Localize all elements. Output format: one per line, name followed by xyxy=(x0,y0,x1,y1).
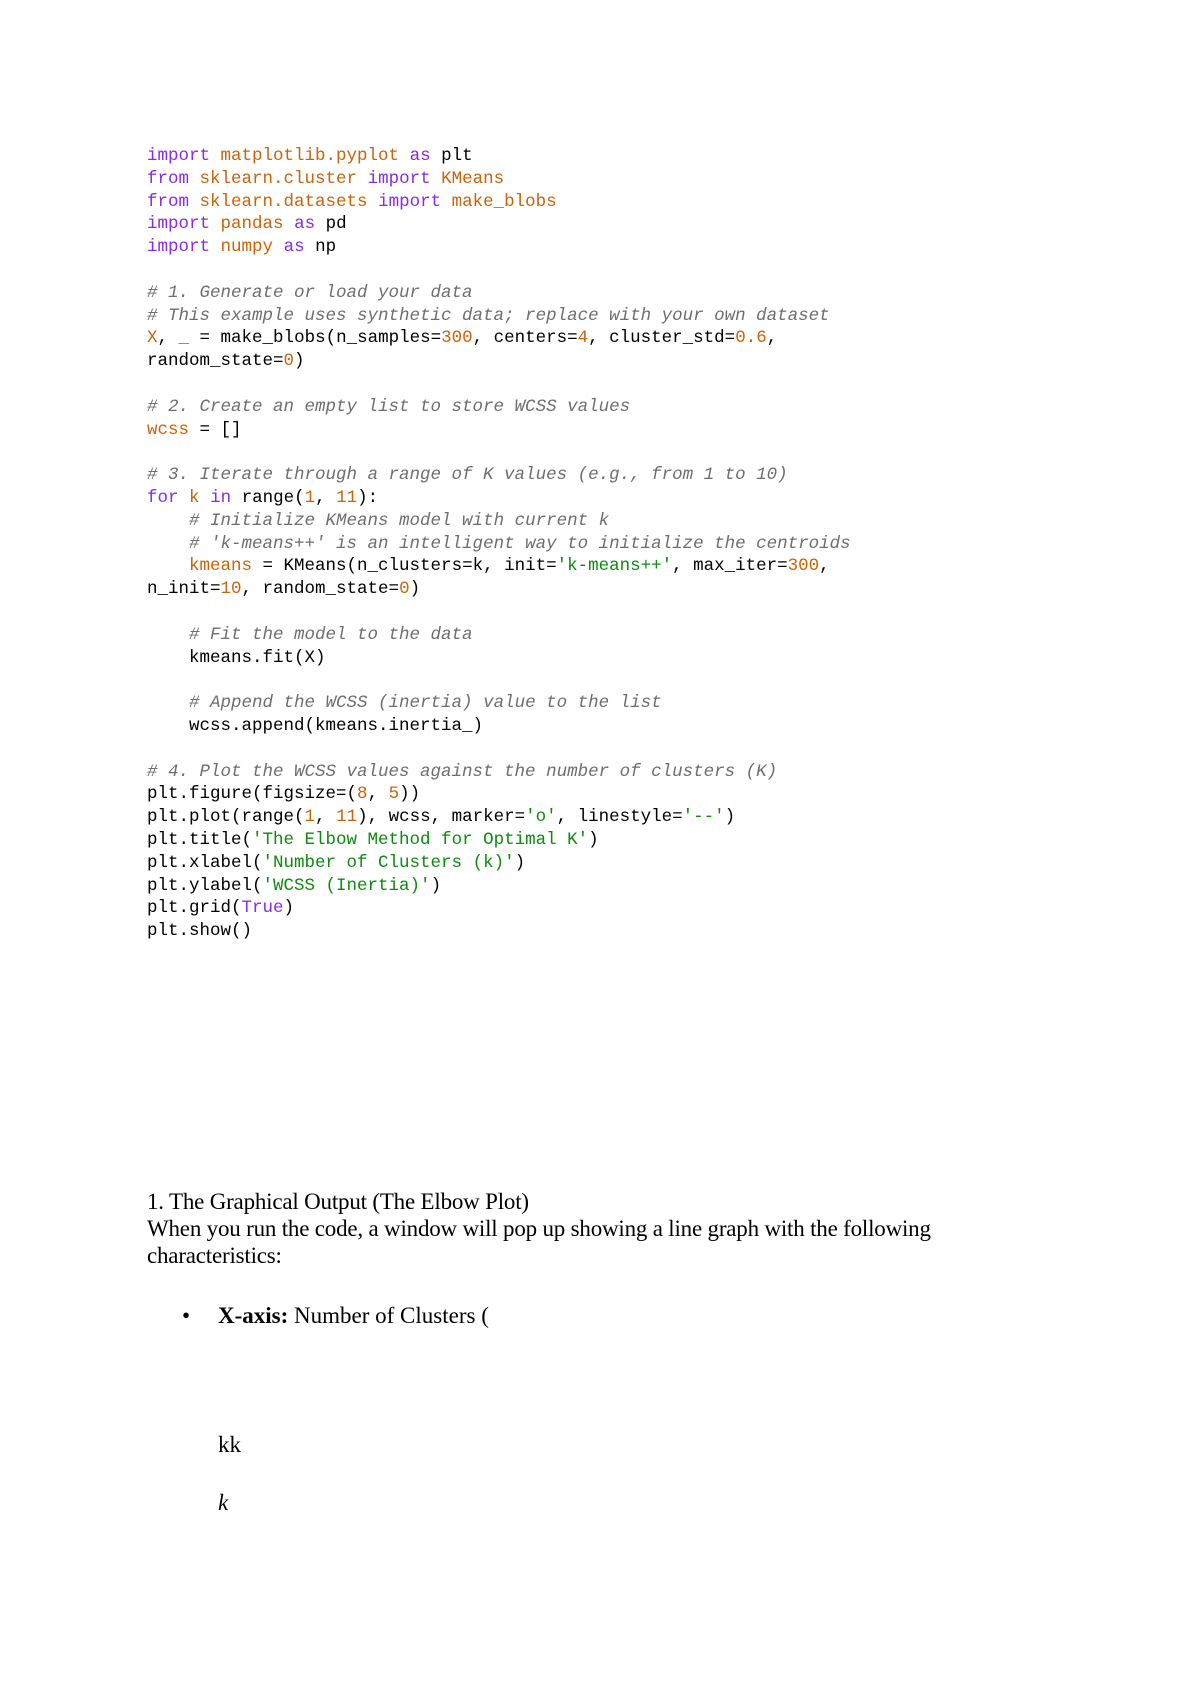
code-token: , xyxy=(157,328,179,349)
code-token: n_init= xyxy=(147,579,221,600)
code-line xyxy=(147,875,1107,898)
code-token: # 'k-means++' is an intelligent way to initialize the centroids xyxy=(189,533,851,554)
code-token: ), wcss, marker= xyxy=(357,807,526,828)
code-line xyxy=(147,738,1107,761)
code-line xyxy=(147,555,1107,578)
code-line xyxy=(147,396,1107,419)
code-line xyxy=(147,487,1107,510)
code-token xyxy=(147,625,189,645)
code-token: import xyxy=(147,214,211,235)
code-token: , xyxy=(819,556,830,577)
code-token xyxy=(431,169,442,189)
code-token: 4 xyxy=(577,328,589,349)
code-token: , cluster_std= xyxy=(588,328,736,349)
code-token: matplotlib.pyplot xyxy=(220,146,400,166)
code-token xyxy=(399,146,410,166)
code-token: pd xyxy=(315,214,347,235)
code-token: 'Number of Clusters (k)' xyxy=(262,852,515,873)
code-token: 300 xyxy=(441,328,473,349)
code-token: 'o' xyxy=(525,807,557,828)
code-token: 1 xyxy=(304,487,316,508)
code-token: for xyxy=(147,487,179,508)
code-token: np xyxy=(304,237,337,258)
code-token: # 2. Create an empty list to store WCSS values xyxy=(147,396,631,417)
code-token: plt xyxy=(430,146,473,166)
code-token: , max_iter= xyxy=(672,556,788,577)
code-line xyxy=(147,783,1107,806)
code-token: # Append the WCSS (inertia) value to the list xyxy=(189,693,662,714)
math-fragment-k: k xyxy=(218,1490,229,1515)
code-token: , linestyle= xyxy=(556,807,683,828)
code-token: , xyxy=(367,784,389,805)
code-line xyxy=(147,829,1107,852)
code-line xyxy=(147,168,1107,191)
code-line xyxy=(147,920,1107,943)
code-token: 11 xyxy=(336,807,358,828)
code-line xyxy=(147,236,1107,259)
section-heading: 1. The Graphical Output (The Elbow Plot) xyxy=(147,1189,529,1214)
code-token: as xyxy=(283,237,305,258)
code-line xyxy=(147,806,1107,829)
code-line xyxy=(147,715,1107,738)
code-token xyxy=(210,237,221,257)
intro-paragraph: When you run the code, a window will pop up showing a line graph with the following characteristics: xyxy=(147,1216,931,1268)
code-token xyxy=(357,169,368,189)
code-token xyxy=(210,214,221,234)
code-token: # This example uses synthetic data; replace with your own dataset xyxy=(147,305,830,326)
code-token xyxy=(147,511,189,531)
code-token: from xyxy=(147,191,190,212)
code-token: plt.plot(range( xyxy=(147,807,305,828)
code-token: make_blobs xyxy=(451,191,557,212)
code-token: ): xyxy=(357,487,379,508)
code-line xyxy=(147,761,1107,784)
code-token: ) xyxy=(294,351,305,372)
code-line xyxy=(147,510,1107,533)
bullet-text: Number of Clusters ( xyxy=(288,1303,489,1328)
code-token xyxy=(147,556,189,576)
code-token: ) xyxy=(724,807,736,828)
code-token: kmeans xyxy=(189,556,253,577)
code-token: ) xyxy=(409,579,421,600)
code-token: )) xyxy=(399,784,421,805)
code-token: = [] xyxy=(189,419,242,440)
code-line xyxy=(147,692,1107,715)
code-token: 5 xyxy=(388,784,400,805)
code-token: 0 xyxy=(283,351,295,372)
code-token: from xyxy=(147,168,190,189)
code-token: plt.title( xyxy=(147,829,253,850)
code-token xyxy=(147,534,189,554)
code-token: ) xyxy=(430,875,442,896)
code-token: plt.figure(figsize=( xyxy=(147,784,358,805)
code-token xyxy=(189,169,200,189)
code-token: plt.ylabel( xyxy=(147,875,263,896)
code-token: 'WCSS (Inertia)' xyxy=(262,875,431,896)
code-token: k xyxy=(189,487,200,508)
code-line xyxy=(147,624,1107,647)
code-token: in xyxy=(210,487,232,508)
code-line xyxy=(147,533,1107,556)
code-line xyxy=(147,191,1107,214)
code-token: , xyxy=(766,328,778,349)
code-token: ) xyxy=(514,852,526,873)
code-block xyxy=(147,145,1107,943)
code-token: , xyxy=(315,487,337,508)
code-line xyxy=(147,327,1107,350)
code-line xyxy=(147,578,1107,601)
code-token xyxy=(284,214,295,234)
code-token xyxy=(200,488,211,508)
code-token: 0.6 xyxy=(735,328,767,349)
code-line xyxy=(147,669,1107,692)
code-token: # 3. Iterate through a range of K values (e.g., from 1 to 10) xyxy=(147,465,788,486)
code-token: , centers= xyxy=(472,328,578,349)
code-token: plt.xlabel( xyxy=(147,852,263,873)
code-token: sklearn.cluster xyxy=(199,168,358,189)
code-token: wcss.append(kmeans.inertia_) xyxy=(147,715,484,736)
code-line xyxy=(147,350,1107,373)
code-line xyxy=(147,282,1107,305)
code-line xyxy=(147,259,1107,282)
code-line xyxy=(147,419,1107,442)
code-token: import xyxy=(147,237,211,258)
code-token: , random_state= xyxy=(241,579,400,600)
code-token: sklearn.datasets xyxy=(199,191,368,212)
code-token xyxy=(441,192,452,212)
code-token: # 4. Plot the WCSS values against the number of clusters (K) xyxy=(147,761,778,782)
code-token: random_state= xyxy=(147,351,284,372)
code-token: 'The Elbow Method for Optimal K' xyxy=(252,829,589,850)
code-token: True xyxy=(241,898,284,919)
code-token: # 1. Generate or load your data xyxy=(147,282,473,303)
code-line xyxy=(147,601,1107,624)
code-token: , xyxy=(315,807,337,828)
list-item xyxy=(182,1302,489,1329)
code-token: 10 xyxy=(220,579,242,600)
code-token: = KMeans(n_clusters=k, init= xyxy=(252,556,557,577)
code-token: import xyxy=(367,168,431,189)
bullet-icon: • xyxy=(182,1303,191,1328)
code-token: wcss xyxy=(147,419,190,440)
code-token: 8 xyxy=(357,784,368,805)
code-token: 11 xyxy=(336,487,358,508)
code-token: # Initialize KMeans model with current k xyxy=(189,510,610,531)
code-token: '--' xyxy=(682,807,725,828)
code-token xyxy=(368,192,379,212)
code-token: _ xyxy=(178,328,190,349)
code-token xyxy=(189,192,200,212)
code-token: plt.grid( xyxy=(147,898,242,919)
code-line xyxy=(147,441,1107,464)
code-token xyxy=(210,146,221,166)
code-token xyxy=(179,488,190,508)
code-token: import xyxy=(147,146,211,166)
code-line xyxy=(147,464,1107,487)
code-token: 'k-means++' xyxy=(556,556,673,577)
code-line xyxy=(147,305,1107,328)
code-token: X xyxy=(147,328,158,349)
code-line xyxy=(147,852,1107,875)
code-line xyxy=(147,213,1107,236)
code-token: ) xyxy=(588,829,599,850)
code-token: = make_blobs(n_samples= xyxy=(189,328,442,349)
code-token xyxy=(273,237,284,257)
code-line xyxy=(147,373,1107,396)
code-line xyxy=(147,145,1107,168)
code-token: import xyxy=(378,191,442,212)
math-fragment-kk: kk xyxy=(218,1432,241,1457)
code-token: as xyxy=(294,214,316,235)
code-token: 1 xyxy=(304,807,316,828)
code-token: ) xyxy=(283,898,295,919)
bullet-label: X-axis: xyxy=(218,1303,289,1328)
code-token: as xyxy=(409,146,431,166)
code-token xyxy=(147,693,189,713)
code-line xyxy=(147,897,1107,920)
code-token: range( xyxy=(231,487,305,508)
code-token: plt.show() xyxy=(147,921,253,942)
code-line xyxy=(147,647,1107,670)
code-token: # Fit the model to the data xyxy=(189,624,473,645)
code-token: KMeans xyxy=(441,168,505,189)
code-token: 0 xyxy=(399,579,410,600)
code-token: pandas xyxy=(220,214,284,235)
code-token: 300 xyxy=(787,556,820,577)
code-token: kmeans.fit(X) xyxy=(147,647,326,668)
code-token: numpy xyxy=(220,237,274,258)
